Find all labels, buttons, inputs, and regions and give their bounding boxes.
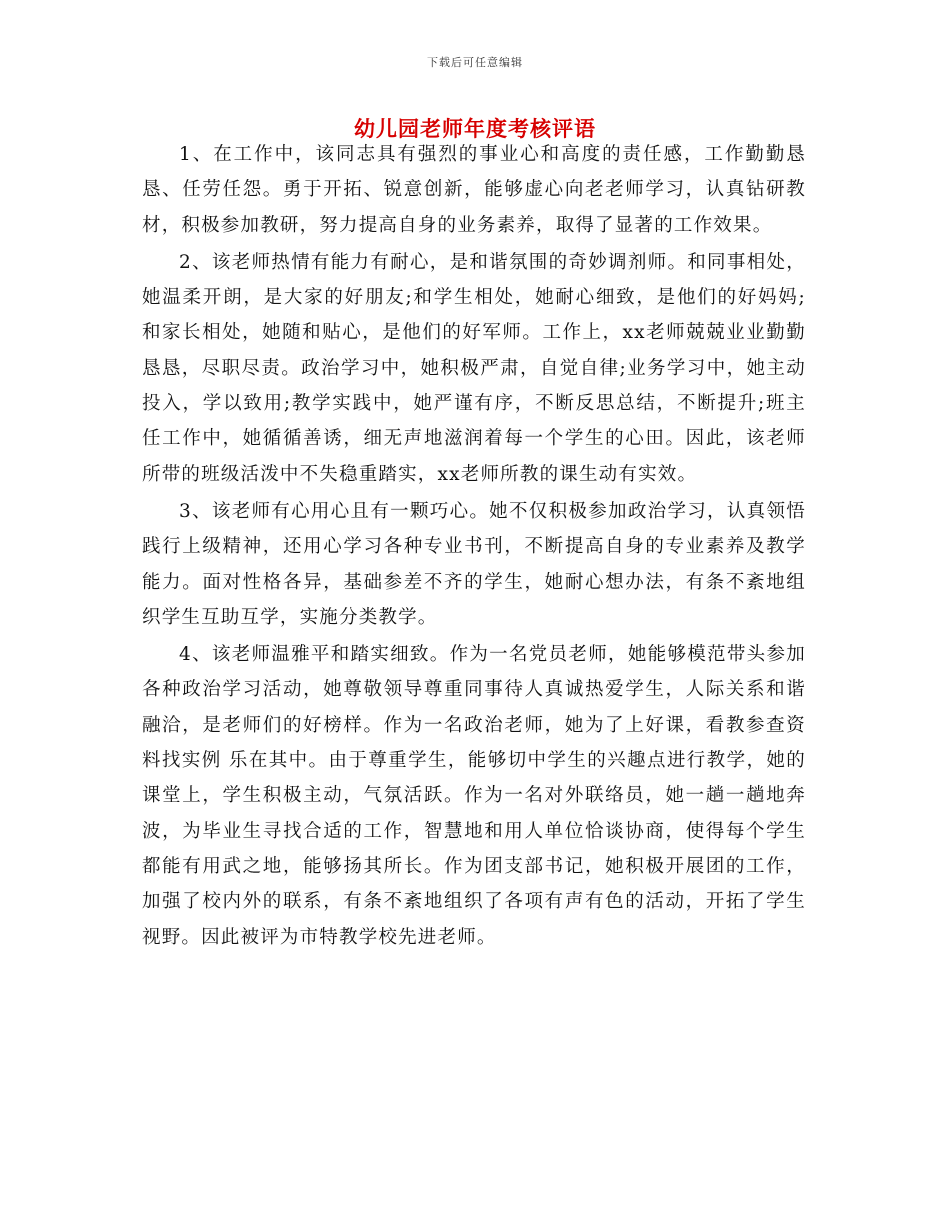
paragraph-2: 2、该老师热情有能力有耐心，是和谐氛围的奇妙调剂师。和同事相处，她温柔开朗，是大家的好朋友;和学生相处，她耐心细致，是他们的好妈妈;和家长相处，她随和贴心，是他们的好军师。工作上，xx老师兢兢业业勤勤恳恳，尽职尽责。政治学习中，她积极严肃，自觉自律;业务学习中，她主动投入，学以致用;教学实践中，她严谨有序，不断反思总结，不断提升;班主任工作中，她循循善诱，细无声地滋润着每一个学生的心田。因此，该老师所带的班级活泼中不失稳重踏实，xx老师所教的课生动有实效。 [142,251,806,485]
document-body [142,137,806,957]
document-title: 幼儿园老师年度考核评语 [354,116,596,141]
paragraph-3: 3、该老师有心用心且有一颗巧心。她不仅积极参加政治学习，认真领悟践行上级精神，还用心学习各种专业书刊，不断提高自身的专业素养及教学能力。面对性格各异，基础参差不齐的学生，她耐心想办法，有条不紊地组织学生互助互学，实施分类教学。 [142,500,806,628]
header-note: 下载后可任意编辑 [427,56,523,69]
paragraph-4: 4、该老师温雅平和踏实细致。作为一名党员老师，她能够模范带头参加各种政治学习活动，她尊敬领导尊重同事待人真诚热爱学生，人际关系和谐融洽，是老师们的好榜样。作为一名政治老师，她为了上好课，看教参查资料找实例 乐在其中。由于尊重学生，能够切中学生的兴趣点进行教学，她的课堂上，学生积极主动，气氛活跃。作为一名对外联络员，她一趟一趟地奔波，为毕业生寻找合适的工作，智慧地和用人单位恰谈协商，使得每个学生都能有用武之地，能够扬其所长。作为团支部书记，她积极开展团的工作，加强了校内外的联系，有条不紊地组织了各项有声有色的活动，开拓了学生视野。因此被评为市特教学校先进老师。 [142,644,806,948]
paragraph-1: 1、在工作中，该同志具有强烈的事业心和高度的责任感，工作勤勤恳恳、任劳任怨。勇于开拓、锐意创新，能够虚心向老老师学习，认真钻研教材，积极参加教研，努力提高自身的业务素养，取得了显著的工作效果。 [142,144,806,236]
